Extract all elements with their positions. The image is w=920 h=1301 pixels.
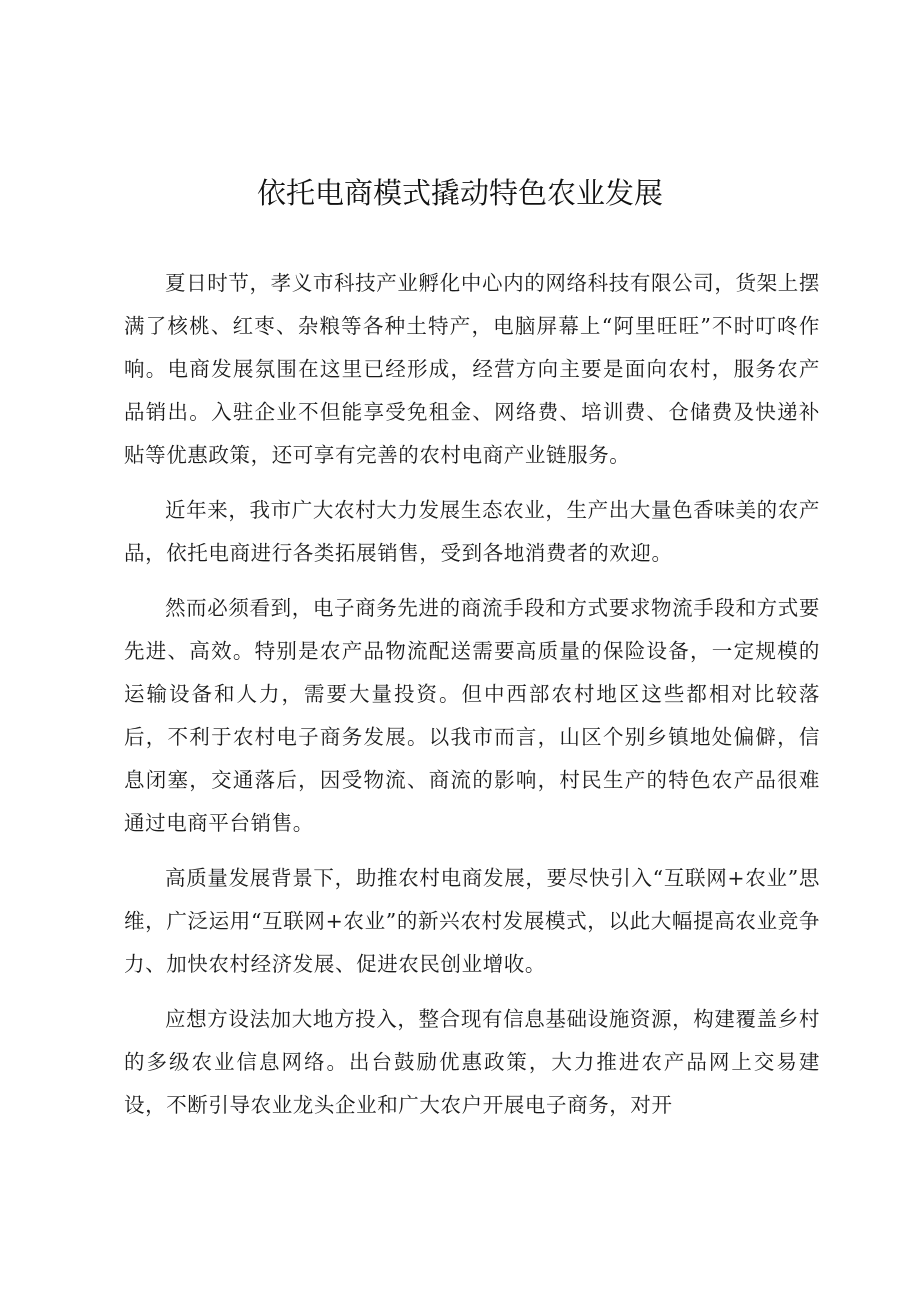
paragraph-4: 高质量发展背景下，助推农村电商发展，要尽快引入“互联网+农业”思维，广泛运用“互联网+农业”的新兴农村发展模式，以此大幅提高农业竞争力、加快农村经济发展、促进农民创业增收。 — [124, 866, 820, 976]
document-title: 依托电商模式撬动特色农业发展 — [256, 176, 663, 210]
paragraph-2: 近年来，我市广大农村大力发展生态农业，生产出大量色香味美的农产品，依托电商进行各类拓展销售，受到各地消费者的欢迎。 — [124, 498, 820, 565]
paragraph-1: 夏日时节，孝义市科技产业孵化中心内的网络科技有限公司，货架上摆满了核桃、红枣、杂粮等各种土特产，电脑屏幕上“阿里旺旺”不时叮咚作响。电商发展氛围在这里已经形成，经营方向主要是面向农村，服务农产品销出。入驻企业不但能享受免租金、网络费、培训费、仓储费及快递补贴等优惠政策，还可享有完善的农村电商产业链服务。 — [124, 271, 820, 467]
document-body — [124, 262, 820, 1139]
paragraph-3: 然而必须看到，电子商务先进的商流手段和方式要求物流手段和方式要先进、高效。特别是农产品物流配送需要高质量的保险设备，一定规模的运输设备和人力，需要大量投资。但中西部农村地区这些都相对比较落后，不利于农村电子商务发展。以我市而言，山区个别乡镇地处偏僻，信息闭塞，交通落后，因受物流、商流的影响，村民生产的特色农产品很难通过电商平台销售。 — [124, 596, 820, 835]
paragraph-5: 应想方设法加大地方投入，整合现有信息基础设施资源，构建覆盖乡村的多级农业信息网络。出台鼓励优惠政策，大力推进农产品网上交易建设，不断引导农业龙头企业和广大农户开展电子商务，对开 — [124, 1007, 820, 1117]
